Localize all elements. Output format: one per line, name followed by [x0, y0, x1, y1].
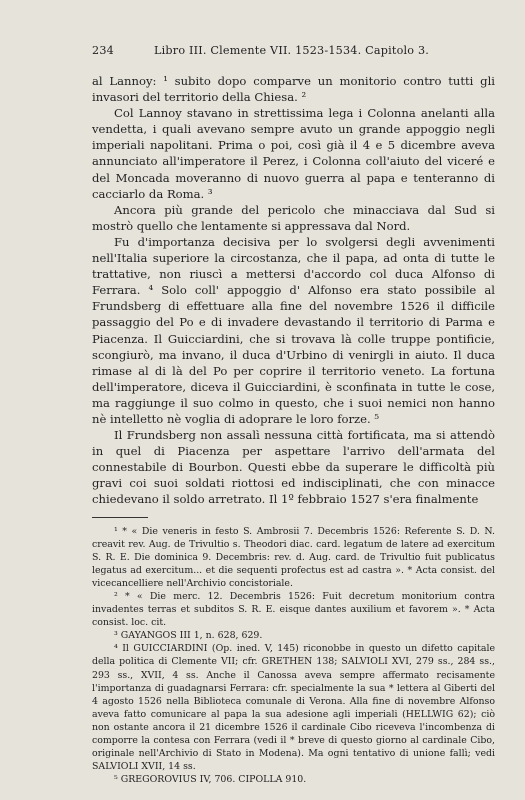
paragraph: Col Lannoy stavano in strettissima lega i Colonna anelanti alla vendetta, i quali avevano sempre avuto un grande appoggio negli imperiali napolitani. Prima o poi, così già il 4 e 5 dicembre aveva annunciato all'imperatore il Perez, i Colonna coll'aiuto del viceré e del Moncada moveranno di nuovo guerra al papa e tenteranno di cacciarlo da Roma. ³ [92, 106, 495, 201]
footnote: ⁴ Il GUICCIARDINI (Op. ined. V, 145) riconobbe in questo un difetto capitale della politica di Clemente VII; cfr. GRETHEN 138; SALVIOLI XVI, 279 ss., 284 ss., 293 ss., XVII, 4 ss. Anche il Canossa aveva sempre affermato recisamente l'importanza di guadagnarsi Ferrara: cfr. specialmente la sua * lettera al Giberti del 4 agosto 1526 nella Biblioteca comunale di Verona. Alla fine di novembre Alfonso aveva fatto comunicare al papa la sua adesione agli imperiali (HELLWIG 62); ciò non ostante ancora il 21 dicembre 1526 il cardinale Cibo riceveva l'incombenza di comporre la contesa con Ferrara (vedi il * breve di questo giorno al cardinale Cibo, originale nell'Archivio di Stato in Modena). Ma ogni tentativo di unione fallì; vedi SALVIOLI XVII, 14 ss. [92, 643, 495, 773]
footnote: ¹ * « Die veneris in festo S. Ambrosii 7. Decembris 1526: Referente S. D. N. creavit rev. Aug. de Trivultio s. Theodori diac. card. legatum de latere ad exercitum S. R. E. Die dominica 9. Decembris: rev. d. Aug. card. de Trivultio fuit publicatus legatus ad exercitum... et die sequenti profectus est ad castra ». * Acta consist. del vicecancelliere nell'Archivio concistoriale. [92, 525, 495, 589]
paragraph: Il Frundsberg non assalì nessuna città fortificata, ma si attendò in quel di Piacenza per aspettare l'arrivo dell'armata del connestabile di Bourbon. Questi ebbe da superare le difficoltà più gravi coi suoi soldati riottosi ed indisciplinati, che con minacce chiedevano il soldo arretrato. Il 1º febbraio 1527 s'era finalmente [92, 428, 495, 507]
footnote: ⁵ GREGOROVIUS IV, 706. CIPOLLA 910. [114, 774, 307, 786]
footnotes [92, 525, 495, 787]
running-title: Libro III. Clemente VII. 1523-1534. Capitolo 3. [154, 44, 430, 57]
footnote: ² * « Die merc. 12. Decembris 1526: Fuit decretum monitorium contra invadentes terras et subditos S. R. E. eisque dantes auxilium et favorem ». * Acta consist. loc. cit. [92, 591, 495, 629]
main-text [92, 73, 495, 508]
paragraph: Ancora più grande del pericolo che minacciava dal Sud si mostrò quello che lentamente si appressava dal Nord. [92, 202, 495, 233]
footnote-divider [92, 517, 148, 518]
paragraph: Fu d'importanza decisiva per lo svolgersi degli avvenimenti nell'Italia superiore la circostanza, che il papa, ad onta di tutte le trattative, non riuscì a mettersi d'accordo col duca Alfonso di Ferrara. ⁴ Solo coll' appoggio d' Alfonso era stato possibile al Frundsberg di effettuare alla fine del novembre 1526 il difficile passaggio del Po e di invadere devastando il territorio di Parma e Piacenza. Il Guicciardini, che si trovava là colle truppe pontificie, scongiurò, ma invano, il duca d'Urbino di venirgli in aiuto. Il duca rimase al di là del Po per coprire il territorio veneto. La fortuna dell'imperatore, diceva il Guicciardini, è sconfinata in tutte le cose, ma raggiunge il suo colmo in questo, che i suoi nemici non hanno nè intelletto nè voglia di adoprare le loro forze. ⁵ [92, 234, 495, 426]
paragraph: al Lannoy: ¹ subito dopo comparve un monitorio contro tutti gli invasori del territorio della Chiesa. ² [92, 74, 495, 105]
page-number: 234 [92, 44, 114, 57]
page-header [92, 44, 495, 57]
footnote: ³ GAYANGOS III 1, n. 628, 629. [114, 630, 263, 642]
